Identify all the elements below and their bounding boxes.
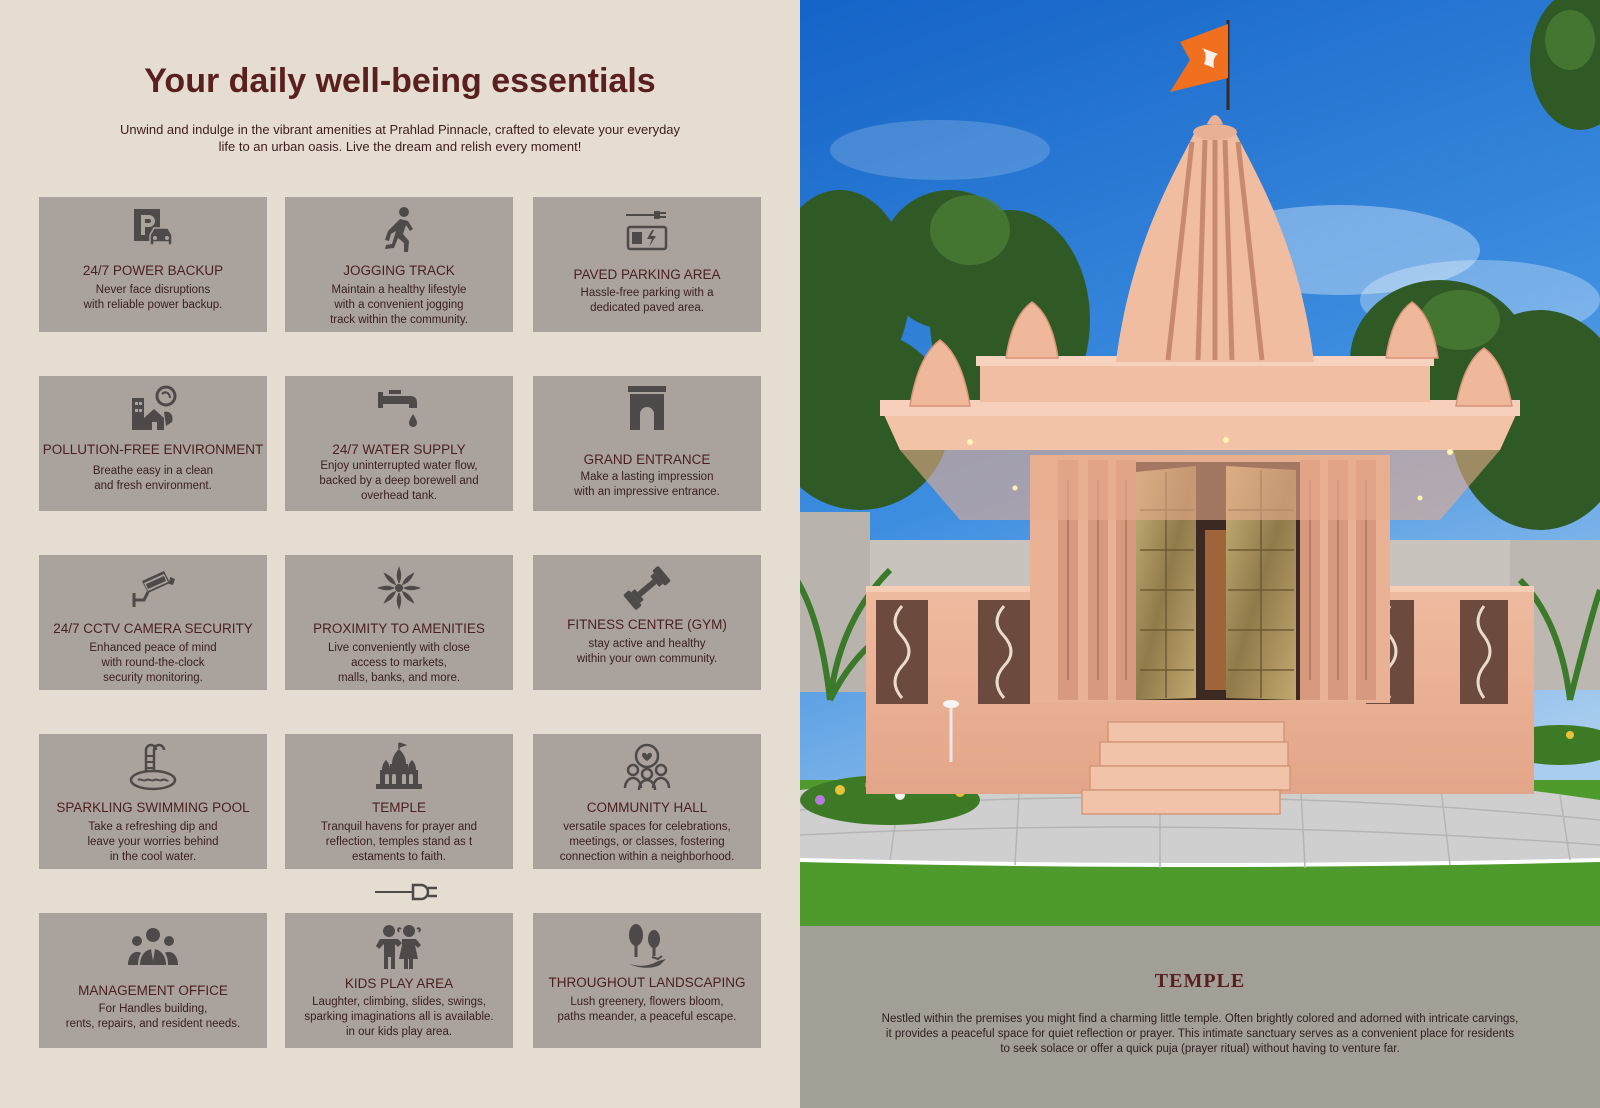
amenity-desc: versatile spaces for celebrations, meetings, or classes, fostering connection within a neighborhood. (559, 821, 735, 863)
amenity-desc: Hassle-free parking with a dedicated paved area. (580, 287, 714, 314)
parking-car-icon (39, 205, 267, 255)
amenity-title: COMMUNITY HALL (586, 800, 708, 815)
amenity-title: JOGGING TRACK (343, 263, 455, 278)
kids-icon (285, 921, 513, 971)
amenity-card-water-supply (285, 376, 513, 511)
amenity-card-jogging-track (285, 197, 513, 332)
amenity-desc: Enhanced peace of mind with round-the-clock security monitoring. (89, 642, 217, 684)
amenity-desc: Maintain a healthy lifestyle with a convenient jogging track within the community. (330, 284, 468, 326)
plug-icon (373, 880, 439, 904)
feature-text: Nestled within the premises you might find a charming little temple. Often brightly colored and adorned with intricate carvings, it provides a peaceful space for quiet reflection or prayer. This intimate sanctuary serves as a convenient place for residents to seek solace or offer a quick puja (prayer ritual) without having to venture far. (881, 1013, 1519, 1055)
amenity-title: FITNESS CENTRE (GYM) (567, 617, 727, 632)
running-person-icon (285, 205, 513, 255)
amenity-desc: Take a refreshing dip and leave your worries behind in the cool water. (87, 821, 219, 863)
generator-plug-icon (533, 205, 761, 255)
dumbbell-icon (533, 563, 761, 613)
eco-city-icon (39, 384, 267, 434)
amenity-title: THROUGHOUT LANDSCAPING (548, 975, 746, 990)
amenity-card-paved-parking (533, 197, 761, 332)
trees-bird-icon (533, 921, 761, 971)
amenity-card-power-backup (39, 197, 267, 332)
amenity-desc: Never face disruptions with reliable power backup. (83, 284, 223, 311)
amenity-title: PROXIMITY TO AMENITIES (313, 621, 485, 636)
amenity-title: SPARKLING SWIMMING POOL (56, 800, 250, 815)
temple-icon (285, 742, 513, 792)
amenity-card-proximity (285, 555, 513, 690)
amenity-card-grand-entrance (533, 376, 761, 511)
temple-illustration (800, 0, 1600, 926)
amenity-card-swimming-pool (39, 734, 267, 869)
page-title: Your daily well-being essentials (144, 62, 656, 100)
amenity-desc: Laughter, climbing, slides, swings, sparking imaginations all is available. in our kids play area. (304, 996, 494, 1038)
amenity-title: KIDS PLAY AREA (344, 976, 454, 991)
office-team-icon (39, 921, 267, 971)
amenity-card-landscaping (533, 913, 761, 1048)
amenity-title: TEMPLE (371, 800, 426, 815)
amenity-title: GRAND ENTRANCE (583, 452, 711, 467)
flower-burst-icon (285, 563, 513, 613)
feature-panel (800, 0, 1600, 1108)
amenity-card-cctv (39, 555, 267, 690)
amenity-desc: Tranquil havens for prayer and reflection, temples stand as t estaments to faith. (320, 821, 478, 863)
intro-text: Unwind and indulge in the vibrant amenities at Prahlad Pinnacle, crafted to elevate your everyday life to an urban oasis. Live the dream and relish every moment! (119, 122, 681, 154)
swimming-pool-icon (39, 742, 267, 792)
amenity-card-management-office (39, 913, 267, 1048)
amenity-desc: stay active and healthy within your own community. (576, 638, 718, 665)
amenity-desc: Make a lasting impression with an impressive entrance. (574, 471, 720, 498)
feature-title: TEMPLE (1154, 970, 1246, 992)
amenity-title: MANAGEMENT OFFICE (78, 983, 228, 998)
amenity-title: 24/7 WATER SUPPLY (332, 442, 466, 457)
amenity-card-community-hall (533, 734, 761, 869)
amenity-title: 24/7 CCTV CAMERA SECURITY (53, 621, 253, 636)
amenity-desc: For Handles building, rents, repairs, and resident needs. (65, 1003, 241, 1030)
amenity-desc: Breathe easy in a clean and fresh environment. (92, 465, 214, 492)
cctv-camera-icon (39, 563, 267, 613)
amenity-card-fitness (533, 555, 761, 690)
amenity-title: POLLUTION-FREE ENVIRONMENT (42, 442, 264, 457)
amenity-card-pollution-free (39, 376, 267, 511)
amenity-title: PAVED PARKING AREA (573, 267, 721, 282)
amenity-card-kids-play-area (285, 913, 513, 1048)
amenity-card-temple (285, 734, 513, 869)
amenity-desc: Live conveniently with close access to markets, malls, banks, and more. (328, 642, 470, 684)
amenity-title: 24/7 POWER BACKUP (82, 263, 224, 278)
amenity-desc: Enjoy uninterrupted water flow, backed by a deep borewell and overhead tank. (319, 460, 479, 502)
amenity-desc: Lush greenery, flowers bloom, paths meander, a peaceful escape. (557, 996, 737, 1023)
gate-arch-icon (533, 384, 761, 434)
community-people-icon (533, 742, 761, 792)
feature-caption (800, 926, 1600, 1108)
water-tap-icon (285, 384, 513, 434)
